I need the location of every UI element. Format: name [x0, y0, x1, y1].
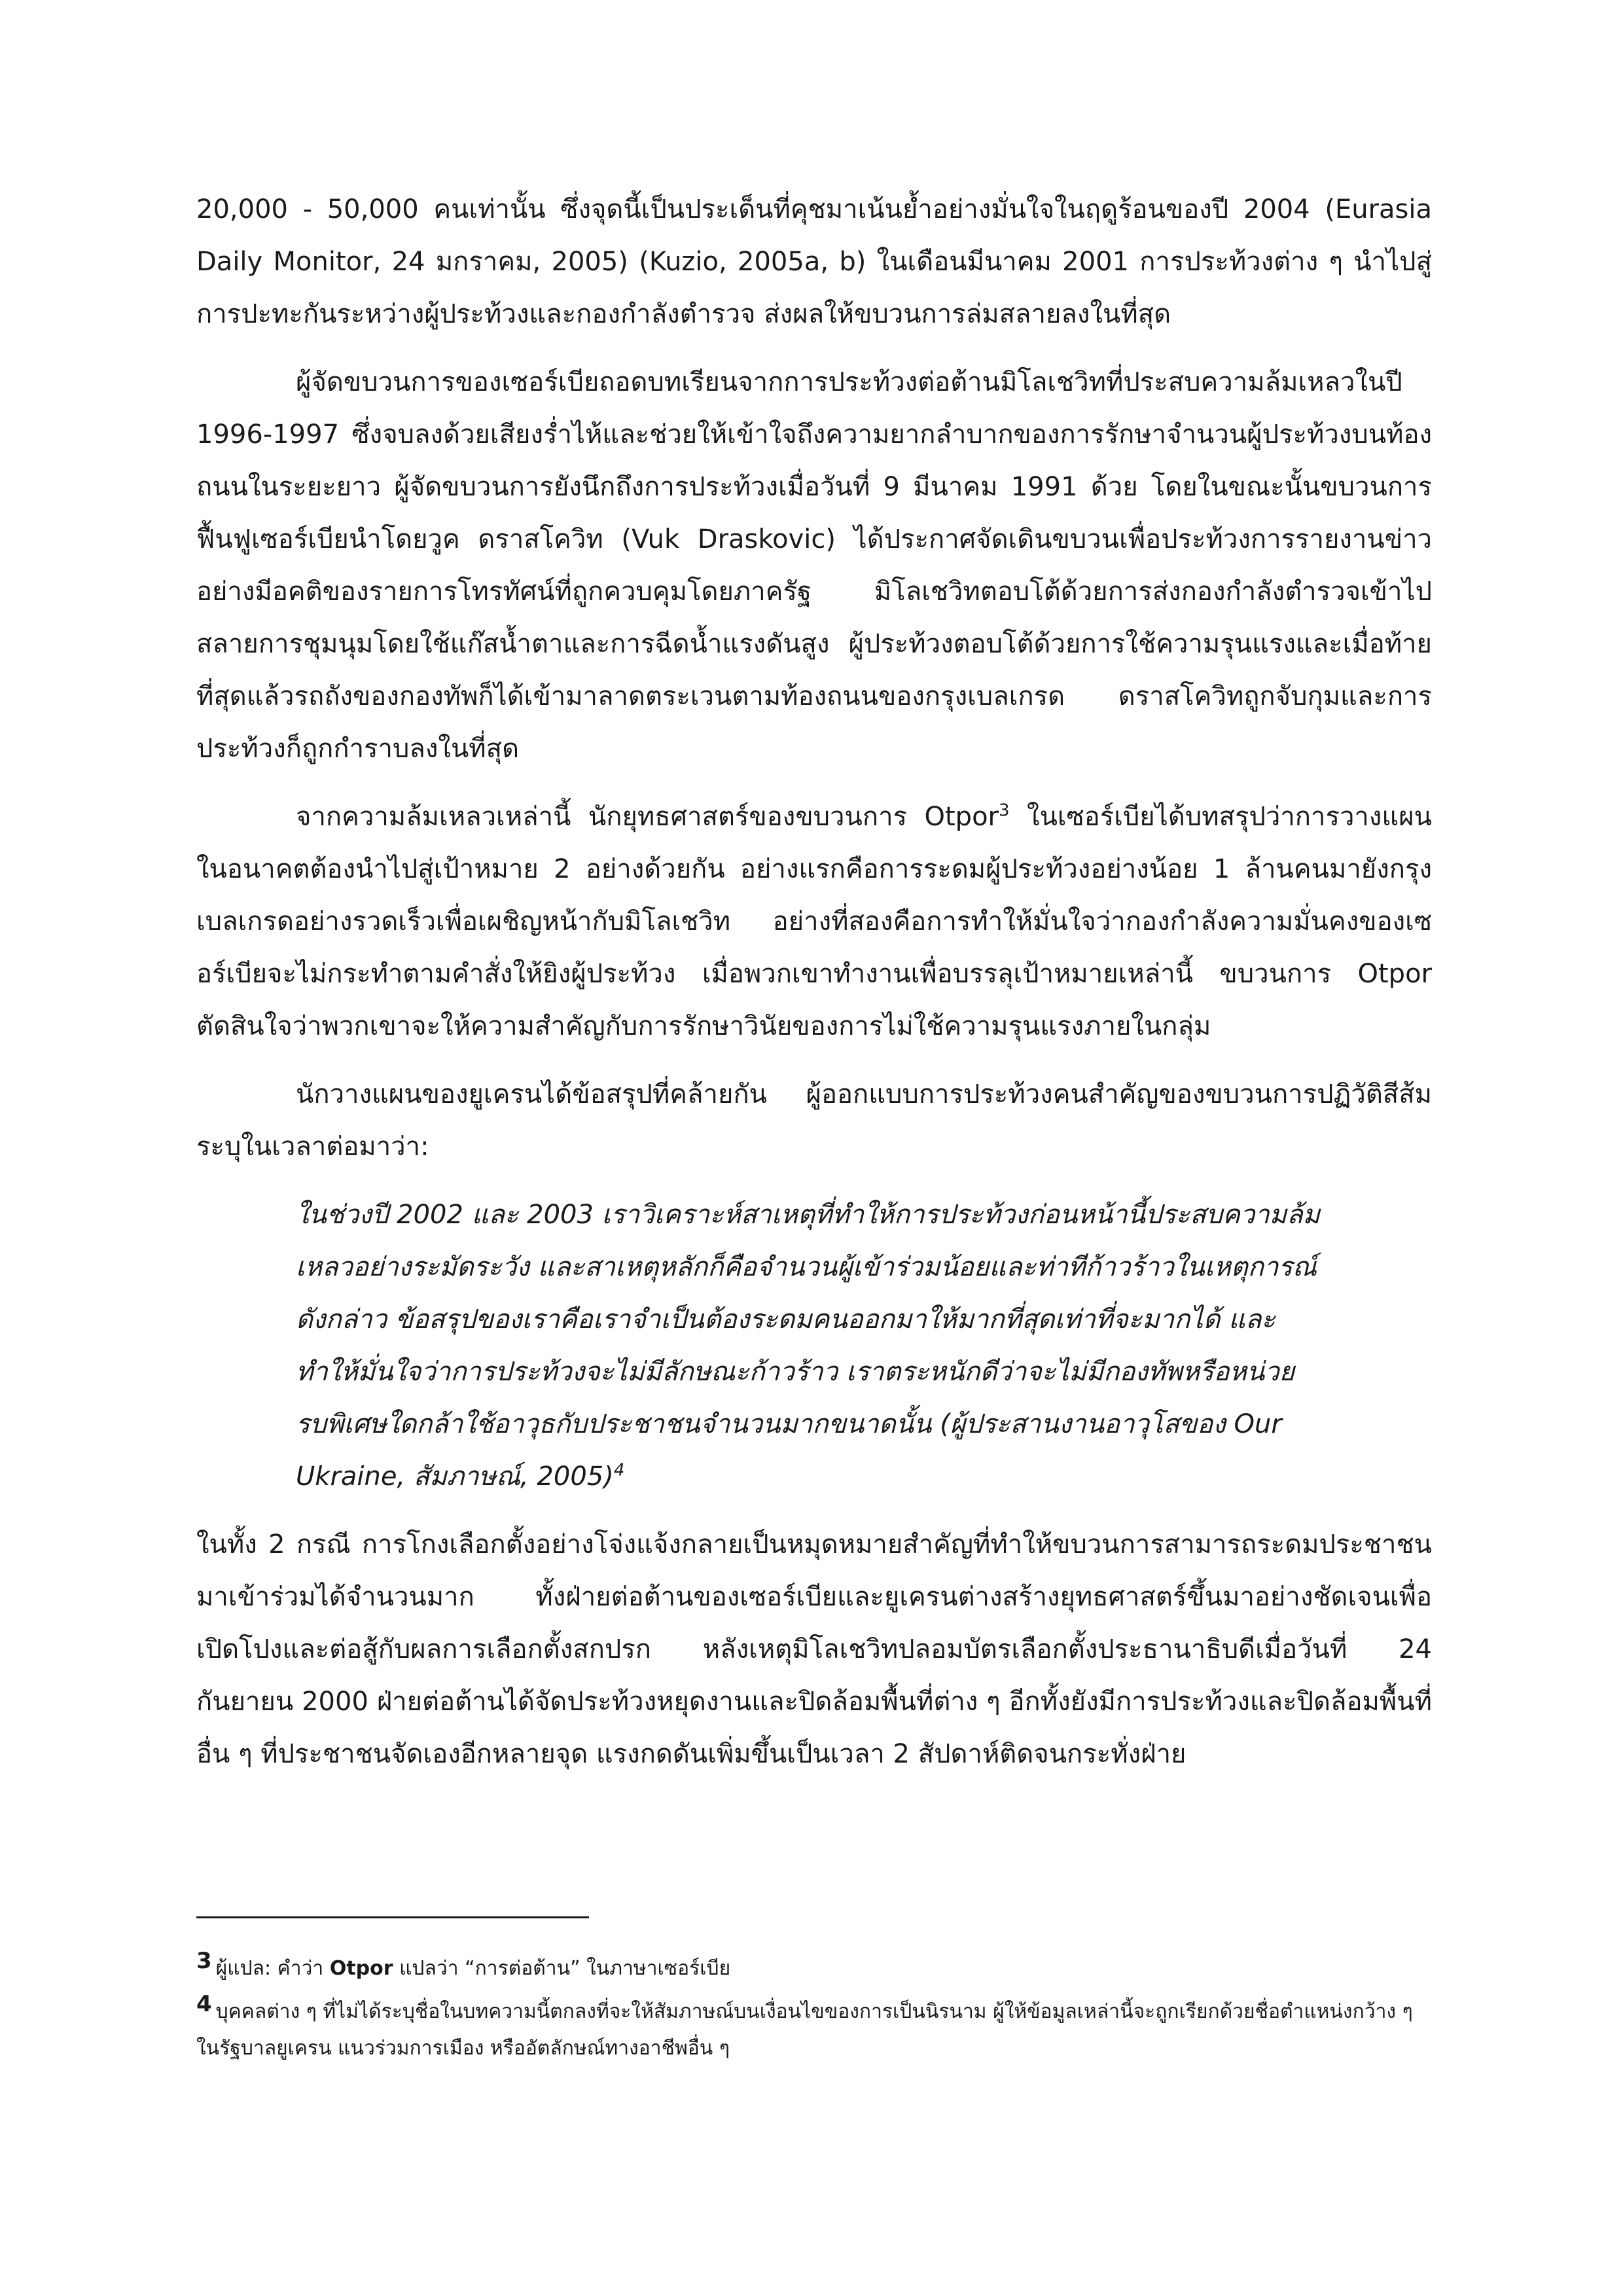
footnote-separator	[196, 1916, 589, 1918]
paragraph-3-part-b: ในเซอร์เบียได้บทสรุปว่าการวางแผนในอนาคตต้องนำไปสู่เป้าหมาย 2 อย่างด้วยกัน อย่างแรกคือการระดมผู้ประท้วงอย่างน้อย 1 ล้านคนมายังกรุงเบลเกรดอย่างรวดเร็วเพื่อเผชิญหน้ากับมิโลเชวิท อย่างที่สองคือการทำให้มั่นใจว่ากองกำลังความมั่นคงของเซอร์เบียจะไม่กระทำตามคำสั่งให้ยิงผู้ประท้วง เมื่อพวกเขาทำงานเพื่อบรรลุเป้าหมายเหล่านี้ ขบวนการ Otpor ตัดสินใจว่าพวกเขาจะให้ความสำคัญกับการรักษาวินัยของการไม่ใช้ความรุนแรงภายในกลุ่ม	[196, 802, 1432, 1041]
footnote-3-prefix: ผู้แปล: คำว่า	[215, 1957, 330, 1980]
footnote-ref-4[interactable]: 4	[613, 1460, 625, 1480]
paragraph-3-part-a: จากความล้มเหลวเหล่านี้ นักยุทธศาสตร์ของขบวนการ Otpor	[296, 802, 999, 832]
paragraph-2: ผู้จัดขบวนการของเซอร์เบียถอดบทเรียนจากการประท้วงต่อต้านมิโลเชวิทที่ประสบความล้มเหลวในปี 1996-1997 ซึ่งจบลงด้วยเสียงร่ำไห้และช่วยให้เข้าใจถึงความยากลำบากของการรักษาจำนวนผู้ประท้วงบนท้องถนนในระยะยาว ผู้จัดขบวนการยังนึกถึงการประท้วงเมื่อวันที่ 9 มีนาคม 1991 ด้วย โดยในขณะนั้นขบวนการฟื้นฟูเซอร์เบียนำโดยวูค ดราสโควิท (Vuk Draskovic) ได้ประกาศจัดเดินขบวนเพื่อประท้วงการรายงานข่าวอย่างมีอคติของรายการโทรทัศน์ที่ถูกควบคุมโดยภาครัฐ มิโลเชวิทตอบโต้ด้วยการส่งกองกำลังตำรวจเข้าไปสลายการชุมนุมโดยใช้แก๊สน้ำตาและการฉีดน้ำแรงดันสูง ผู้ประท้วงตอบโต้ด้วยการใช้ความรุนแรงและเมื่อท้ายที่สุดแล้วรถถังของกองทัพก็ได้เข้ามาลาดตระเวนตามท้องถนนของกรุงเบลเกรด ดราสโควิทถูกจับกุมและการประท้วงก็ถูกกำราบลงในที่สุด	[196, 367, 1432, 764]
block-quote	[296, 1189, 1323, 1503]
paragraph-4: นักวางแผนของยูเครนได้ข้อสรุปที่คล้ายกัน ผู้ออกแบบการประท้วงคนสำคัญของขบวนการปฏิวัติสีส้มระบุในเวลาต่อมาว่า:	[196, 1079, 1432, 1162]
block-quote-text: ในช่วงปี 2002 และ 2003 เราวิเคราะห์สาเหตุที่ทำให้การประท้วงก่อนหน้านี้ประสบความล้มเหลวอย่างระมัดระวัง และสาเหตุหลักก็คือจำนวนผู้เข้าร่วมน้อยและท่าทีก้าวร้าวในเหตุการณ์ดังกล่าว ข้อสรุปของเราคือเราจำเป็นต้องระดมคนออกมาให้มากที่สุดเท่าที่จะมากได้ และทำให้มั่นใจว่าการประท้วงจะไม่มีลักษณะก้าวร้าว เราตระหนักดีว่าจะไม่มีกองทัพหรือหน่วยรบพิเศษใดกล้าใช้อาวุธกับประชาชนจำนวนมากขนาดนั้น (ผู้ประสานงานอาวุโสของ Our Ukraine, สัมภาษณ์, 2005)	[296, 1200, 1320, 1492]
footnote-3-suffix: แปลว่า “การต่อต้าน” ในภาษาเซอร์เบีย	[393, 1957, 731, 1980]
document-body	[196, 183, 1432, 1796]
paragraph-3	[196, 791, 1432, 1052]
footnote-3-number: 3	[196, 1948, 212, 1974]
paragraph-1: 20,000 - 50,000 คนเท่านั้น ซึ่งจุดนี้เป็นประเด็นที่คุชมาเน้นย้ำอย่างมั่นใจในฤดูร้อนของปี 2004 (Eurasia Daily Monitor, 24 มกราคม, 2005) (Kuzio, 2005a, b) ในเดือนมีนาคม 2001 การประท้วงต่าง ๆ นำไปสู่การปะทะกันระหว่างผู้ประท้วงและกองกำลังตำรวจ ส่งผลให้ขบวนการล่มสลายลงในที่สุด	[196, 194, 1432, 329]
footnote-ref-3[interactable]: 3	[999, 800, 1010, 821]
footnote-4	[196, 1991, 1432, 2067]
footnote-4-text: บุคคลต่าง ๆ ที่ไม่ได้ระบุชื่อในบทความนี้ตกลงที่จะให้สัมภาษณ์บนเงื่อนไขของการเป็นนิรนาม ผู้ให้ข้อมูลเหล่านี้จะถูกเรียกด้วยชื่อตำแหน่งกว้าง ๆ ในรัฐบาลยูเครน แนวร่วมการเมือง หรืออัตลักษณ์ทางอาชีพอื่น ๆ	[196, 2000, 1413, 2060]
footnote-3-term: Otpor	[329, 1957, 393, 1980]
paragraph-5: ในทั้ง 2 กรณี การโกงเลือกตั้งอย่างโจ่งแจ้งกลายเป็นหมุดหมายสำคัญที่ทำให้ขบวนการสามารถระดมประชาชนมาเข้าร่วมได้จำนวนมาก ทั้งฝ่ายต่อต้านของเซอร์เบียและยูเครนต่างสร้างยุทธศาสตร์ขึ้นมาอย่างชัดเจนเพื่อเปิดโปงและต่อสู้กับผลการเลือกตั้งสกปรก หลังเหตุมิโลเชวิทปลอมบัตรเลือกตั้งประธานาธิบดีเมื่อวันที่ 24 กันยายน 2000 ฝ่ายต่อต้านได้จัดประท้วงหยุดงานและปิดล้อมพื้นที่ต่าง ๆ อีกทั้งยังมีการประท้วงและปิดล้อมพื้นที่อื่น ๆ ที่ประชาชนจัดเองอีกหลายจุด แรงกดดันเพิ่มขึ้นเป็นเวลา 2 สัปดาห์ติดจนกระทั่งฝ่าย	[196, 1530, 1432, 1769]
footnote-4-number: 4	[196, 1991, 212, 2017]
footnotes	[196, 1950, 1432, 2073]
footnote-3	[196, 1950, 1432, 1987]
